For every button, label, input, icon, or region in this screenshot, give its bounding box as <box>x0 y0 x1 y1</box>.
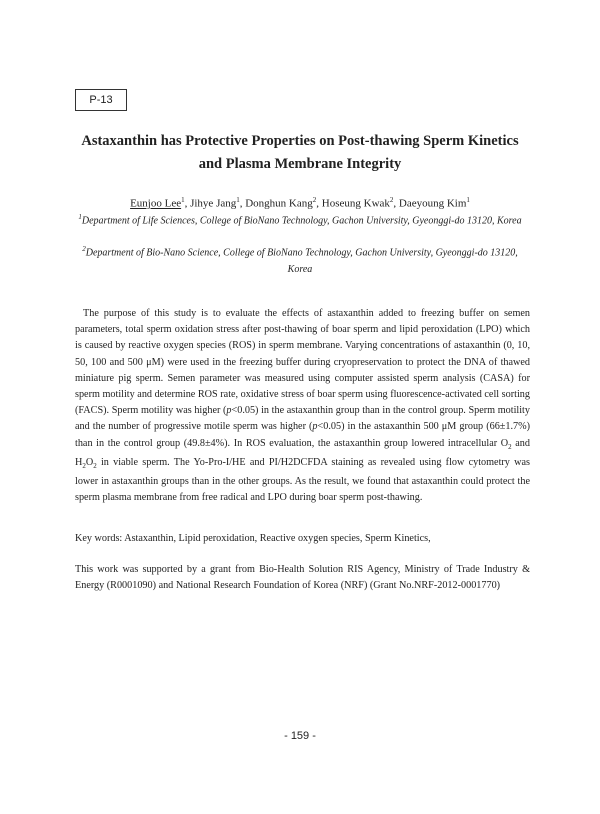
author-affiliation-mark: 2 <box>389 196 394 204</box>
author-name: Eunjoo Lee <box>130 197 182 210</box>
author-affiliation-mark: 2 <box>312 196 317 204</box>
affiliation-number: 1 <box>78 213 82 221</box>
subscript: 2 <box>93 461 97 470</box>
subscript: 2 <box>508 442 512 451</box>
subscript: 2 <box>82 461 86 470</box>
author-name: Donghun Kang <box>245 197 313 210</box>
abstract-text: and H <box>75 437 530 468</box>
affiliation-text: Department of Bio-Nano Science, College of BioNano Technology, Gachon University, Gyeonggi-do 13120, Korea <box>85 247 518 276</box>
title-line-1: Astaxanthin has Protective Properties on Post-thawing Sperm Kinetics <box>81 133 519 149</box>
affiliation-2 <box>70 241 530 278</box>
poster-id-badge <box>75 89 127 111</box>
abstract-text: in viable sperm. The Yo-Pro-I/HE and PI/H2DCFDA staining as revealed using flow cytometry was lower in astaxanthin groups than in the other groups. As the result, we found that astaxanthin could protect the sperm plasma membrane from free radical and LPO during boar sperm post-thawing. <box>75 456 530 504</box>
abstract-body <box>75 306 530 507</box>
poster-id: P-13 <box>89 94 113 106</box>
abstract-text: <0.05) in the astaxanthin group than in the control group. Sperm motility and the number of progressive motile sperm was higher ( <box>75 405 530 433</box>
abstract-text: The purpose of this study is to evaluate the effects of astaxanthin added to freezing buffer on semen parameters, total sperm oxidation stress after post-thawing of boar sperm and lipid peroxidation (LPO) which is caused by reactive oxygen species (ROS) in sperm membrane. Varying concentrations of astaxanthin (0, 10, 50, 100 and 500 μM) were used in the freezing buffer during cryopreservation to protect the DNA of thawed miniature pig sperm. Semen parameter was measured using computer assisted sperm analysis (CASA) for sperm motility and determine ROS rate, oxidative stress of boar sperm using fluorescence-activated cell sorting (FACS). Sperm motility was higher ( <box>75 308 530 417</box>
abstract-text: <0.05) in the astaxanthin 500 μM group (66±1.7%) than in the control group (49.8±4%). In ROS evaluation, the astaxanthin group lowered intracellular O <box>75 421 530 449</box>
affiliation-number: 2 <box>82 245 86 253</box>
author-affiliation-mark: 1 <box>466 196 470 204</box>
title-line-2: and Plasma Membrane Integrity <box>198 156 402 172</box>
author-name: Daeyoung Kim <box>398 197 467 210</box>
abstract-text: O <box>85 456 94 468</box>
author-affiliation-mark: 1 <box>181 196 185 204</box>
paper-title <box>60 130 540 176</box>
p-value-symbol: p <box>226 405 232 417</box>
acknowledgment: This work was supported by a grant from Bio-Health Solution RIS Agency, Ministry of Trade Industry & Energy (R0001090) and National Research Foundation of Korea (NRF) (Grant No.NRF-2012-0001770) <box>75 564 530 592</box>
page-number: - 159 - <box>284 730 316 742</box>
keywords: Key words: Astaxanthin, Lipid peroxidation, Reactive oxygen species, Sperm Kinetics, <box>75 533 431 544</box>
author-name: Jihye Jang <box>190 197 237 210</box>
author-affiliation-mark: 1 <box>236 196 240 204</box>
affiliation-text: Department of Life Sciences, College of BioNano Technology, Gachon University, Gyeonggi-do 13120, Korea <box>81 215 522 227</box>
p-value-symbol: p <box>312 421 318 433</box>
author-name: Hoseung Kwak <box>321 197 390 210</box>
author-list: Eunjoo Lee$^1$, Jihye Jang$^1$, Donghun Kang$^2$, Hoseung Kwak$^2$, Daeyoung Kim$^1$ <box>130 196 470 210</box>
affiliation-1 <box>70 209 530 229</box>
